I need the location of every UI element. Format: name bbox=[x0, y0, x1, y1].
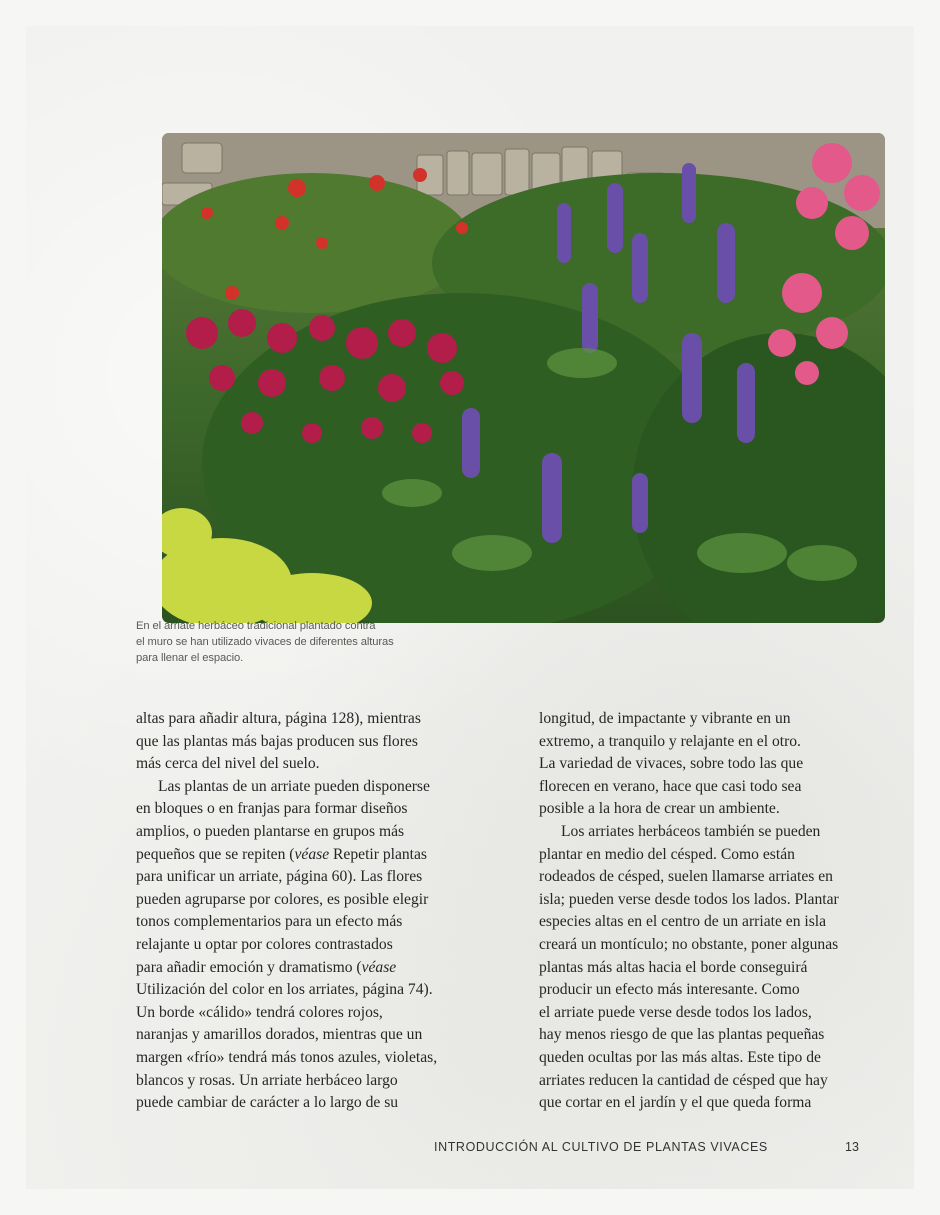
caption-line: para llenar el espacio. bbox=[136, 652, 244, 665]
photo-caption bbox=[136, 618, 456, 667]
text-line: pueden agruparse por colores, es posible elegir bbox=[136, 890, 429, 908]
text-line: rodeados de césped, suelen llamarse arriates en bbox=[539, 868, 833, 886]
text-line: florecen en verano, hace que casi todo sea bbox=[539, 777, 802, 795]
text-line: más cerca del nivel del suelo. bbox=[136, 755, 320, 773]
text-line: creará un montículo; no obstante, poner algunas bbox=[539, 935, 839, 953]
text-line: margen «frío» tendrá más tonos azules, violetas, bbox=[136, 1048, 438, 1066]
caption-line: En el arriate herbáceo tradicional plantado contra bbox=[136, 620, 376, 632]
text-line: para unificar un arriate, página 60). Las flores bbox=[136, 868, 423, 886]
body-column-right bbox=[539, 708, 869, 1115]
caption-line: el muro se han utilizado vivaces de diferentes alturas bbox=[136, 636, 394, 649]
text-line: especies altas en el centro de un arriate en isla bbox=[539, 913, 827, 931]
italic-vease: véase bbox=[361, 958, 397, 976]
text-line: altas para añadir altura, página 128), mientras bbox=[136, 710, 421, 727]
text-line: tonos complementarios para un efecto más bbox=[136, 913, 403, 931]
text-line: blancos y rosas. Un arriate herbáceo largo bbox=[136, 1071, 398, 1089]
text-line bbox=[136, 957, 466, 980]
text-line: longitud, de impactante y vibrante en un bbox=[539, 710, 791, 727]
text-line: Los arriates herbáceos también se pueden bbox=[561, 822, 821, 840]
text-fragment: para añadir emoción y dramatismo ( bbox=[136, 958, 362, 976]
body-column-left bbox=[136, 708, 466, 1115]
text-line: arriates reducen la cantidad de césped que hay bbox=[539, 1071, 828, 1089]
text-line: Un borde «cálido» tendrá colores rojos, bbox=[136, 1003, 383, 1021]
text-line: naranjas y amarillos dorados, mientras que un bbox=[136, 1026, 423, 1044]
garden-photo-illustration bbox=[162, 133, 885, 623]
garden-border-photo bbox=[162, 133, 885, 623]
text-line: queden ocultas por las más altas. Este tipo de bbox=[539, 1048, 821, 1066]
text-line: amplios, o pueden plantarse en grupos más bbox=[136, 822, 405, 840]
text-line: producir un efecto más interesante. Como bbox=[539, 981, 800, 999]
page-number: 13 bbox=[845, 1140, 859, 1154]
text-line: La variedad de vivaces, sobre todo las que bbox=[539, 755, 804, 773]
text-line: el arriate puede verse desde todos los lados, bbox=[539, 1003, 812, 1021]
running-footer-title: INTRODUCCIÓN AL CULTIVO DE PLANTAS VIVACES bbox=[434, 1140, 768, 1154]
text-fragment: Repetir plantas bbox=[329, 845, 427, 863]
text-line: puede cambiar de carácter a lo largo de su bbox=[136, 1094, 399, 1112]
text-line: que cortar en el jardín y el que queda forma bbox=[539, 1094, 812, 1112]
text-line: relajante u optar por colores contrastados bbox=[136, 935, 393, 953]
text-line: plantar en medio del césped. Como están bbox=[539, 845, 795, 863]
text-line: en bloques o en franjas para formar diseños bbox=[136, 800, 408, 818]
text-line: plantas más altas hacia el borde conseguirá bbox=[539, 958, 808, 976]
text-line: Las plantas de un arriate pueden disponerse bbox=[158, 777, 430, 795]
text-line: posible a la hora de crear un ambiente. bbox=[539, 800, 780, 818]
italic-vease: véase bbox=[294, 845, 330, 863]
text-fragment: pequeños que se repiten ( bbox=[136, 845, 295, 863]
text-line: que las plantas más bajas producen sus flores bbox=[136, 732, 418, 750]
text-line: extremo, a tranquilo y relajante en el otro. bbox=[539, 732, 801, 750]
text-line bbox=[136, 844, 466, 867]
text-line: Utilización del color en los arriates, página 74). bbox=[136, 981, 433, 999]
page bbox=[26, 26, 914, 1189]
text-line: isla; pueden verse desde todos los lados. Plantar bbox=[539, 890, 839, 908]
text-line: hay menos riesgo de que las plantas pequeñas bbox=[539, 1026, 825, 1044]
